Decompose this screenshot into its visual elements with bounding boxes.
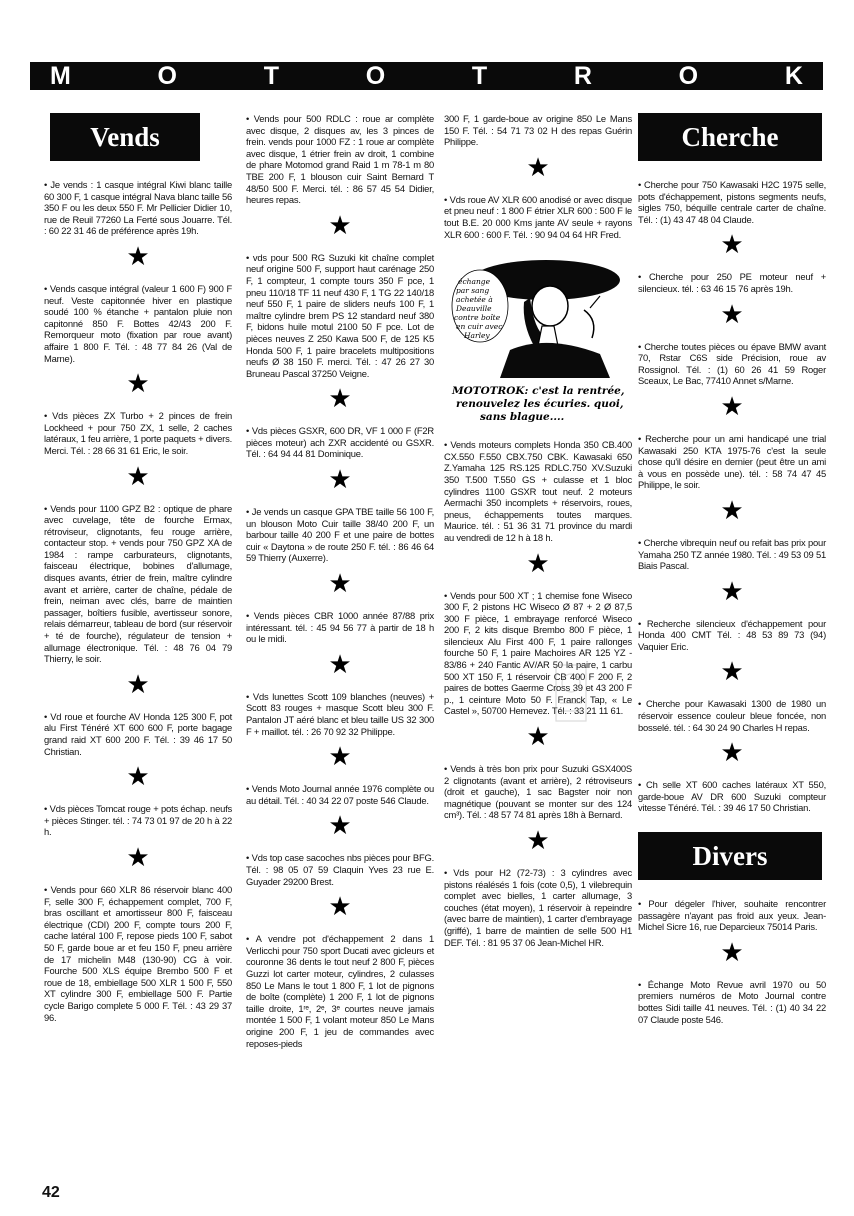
- star-separator: ★: [720, 495, 744, 526]
- classified-ad: • Vds pièces Tomcat rouge + pots échap. neufs + pièces Stinger. tél. : 74 73 01 97 de 20 h à 22 h.: [44, 803, 232, 838]
- classified-ad: • Cherche pour Kawasaki 1300 de 1980 un réservoir essence couleur bleue foncée, non bosselé. tél. : 64 30 24 90 Charles H repas.: [638, 698, 826, 733]
- section-title-vends: Vends: [50, 113, 200, 161]
- classified-ad: • Vends casque intégral (valeur 1 600 F) 900 F neuf. Veste capitonnée hiver en plastique soudé 100 % étanche + pantalon pluie non capitonné 850 F. Bottes 42/43 200 F. Remorqueur moto (fixation par roue avant) affaire 1 800 F. Tél. : 48 77 84 26 (Val de Marne).: [44, 282, 232, 364]
- classified-ad: • Vds top case sacoches nbs pièces pour BFG. Tél. : 98 05 07 59 Claquin Yves 23 rue E. Guyader 29200 Brest.: [246, 852, 434, 887]
- classified-ad: • Vends pour 500 RDLC : roue ar complète avec disque, 2 disques av, les 3 pinces de frein. vends pour 1000 FZ : 1 roue ar complète avec disque, 1 étrier frein av droit, 1 combine de phare Motomod grand Raid 1 m 78-1 m 80 TBE 200 F, 1 blouson cuir Saint Bernard T 48/50 500 F. Merci. tél. : 86 57 45 54 Didier, heures repas.: [246, 113, 434, 206]
- cartoon-bubble-line: Harley: [464, 331, 490, 341]
- star-separator: ★: [720, 230, 744, 261]
- star-separator: ★: [328, 465, 352, 496]
- star-separator: ★: [328, 811, 352, 842]
- classified-ad: • Vd roue et fourche AV Honda 125 300 F, pot alu First Ténéré XT 600 600 F, porte bagage grand raid XT 600 200 F. Tél. : 39 46 17 50 Christian.: [44, 710, 232, 757]
- classified-ad: • Vds pièces GSXR, 600 DR, VF 1 000 F (F2R pièces moteur) ach ZXR accidenté ou GSXR. Tél. : 64 94 44 81 Dominique.: [246, 425, 434, 460]
- classified-ad: • Je vends un casque GPA TBE taille 56 100 F, un blouson Moto Cuir taille 38/40 200 F, un barbour taille 40 200 F et une paire de bottes cuir « Daytona » de route 250 F. tél. : 86 46 64 59 Thierry (Auxerre).: [246, 506, 434, 564]
- section-title-cherche: Cherche: [638, 113, 822, 161]
- star-separator: ★: [526, 152, 550, 183]
- banner-letter: M: [50, 62, 71, 90]
- classified-ad: • Cherche pour 250 PE moteur neuf + silencieux. tél. : 63 46 15 76 après 19h.: [638, 271, 826, 294]
- mototrok-banner: [30, 62, 823, 90]
- cartoon-bubble-line: Deauville: [456, 304, 492, 314]
- classified-ad: • Recherche pour un ami handicapé une trial Kawasaki 250 KTA 1975-76 c'est la seule chose qu'il désire en dernier (peut être un ami à vous en possède une). tél. : 58 74 47 45 Philippe, le soir.: [638, 432, 826, 491]
- column-1: [44, 113, 232, 1023]
- cartoon-caption-line: sans blague....: [480, 411, 565, 423]
- banner-letter: T: [263, 62, 279, 90]
- classified-ad: • Échange Moto Revue avril 1970 ou 50 premiers numéros de Moto Journal contre bottes Sidi taille 41 neuves. Tél. : (1) 40 34 22 07 Claude poste 546.: [638, 978, 826, 1025]
- column-2: [246, 113, 434, 1049]
- classified-ad: • Vends pièces CBR 1000 année 87/88 prix intéressant. tél. : 45 94 56 77 à partir de 18 h ou le midi.: [246, 610, 434, 645]
- watermark-logo: [554, 663, 588, 723]
- star-separator: ★: [126, 669, 150, 700]
- classified-ad: • Cherche toutes pièces ou épave BMW avant 70, Rstar C6S side Précision, roue av Rossignol. Tél. : (1) 60 26 41 59 Roger Sceaux, Le Bac, 77410 Annet s/Marne.: [638, 340, 826, 387]
- classified-ad: • Vds roue AV XLR 600 anodisé or avec disque et pneu neuf : 1 800 F étrier XLR 600 : 500 F le tout B.E. 20 000 Kms jante AV seule + rayons XLR 600 : 600 F. Tél. : 90 94 04 64 HR Fred.: [444, 193, 632, 240]
- star-separator: ★: [126, 369, 150, 400]
- star-separator: ★: [720, 299, 744, 330]
- classified-ad: • Vends pour 1100 GPZ B2 : optique de phare avec cuvelage, tête de fourche Ermax, rétroviseur, clignotants, feu rouge arrière, contacteur stop. + vends pour 750 GPZ XA de 1984 : rampe carburateurs, clignotants, faisceau électrique, bobines d'allumage, disques avants, étrier de frein, maître cylindre avant et arrière, carter de chaîne, pédale de frein, neiman avec clés, barre de maintien passager, boîtiers fusible, avertisseur sonore, relais démarreur, tableau de bord (sur réservoir + té de fourche), régulateur de tension + allumage électronique. Tél. : 48 76 04 79 Thierry, le soir.: [44, 502, 232, 665]
- classified-ad: • Recherche silencieux d'échappement pour Honda 400 CMT Tél. : 48 53 89 73 (94) Vaquier Eric.: [638, 617, 826, 652]
- star-separator: ★: [328, 649, 352, 680]
- star-separator: ★: [720, 738, 744, 769]
- classified-ad: • Vds pièces ZX Turbo + 2 pinces de frein Lockheed + pour 750 ZX, 1 selle, 2 caches latéraux, 1 feu arrière, 1 porte paquets + divers. Merci. Tél. : 28 66 31 61 Eric, le soir.: [44, 410, 232, 456]
- cartoon-bubble-line: contre boîte: [454, 313, 501, 323]
- svg-text:MOTOTROK: c'est la rentrée,: [451, 385, 626, 422]
- star-separator: ★: [126, 461, 150, 492]
- banner-letter: R: [573, 62, 592, 90]
- cartoon-caption-line: renouvelez les écuries. quoi,: [456, 398, 624, 411]
- classified-ad: • Pour dégeler l'hiver, souhaite rencontrer passagère n'ayant pas froid aux yeux. Jean-Michel Sicre 16, rue Deparcieux 75014 Paris.: [638, 898, 826, 933]
- star-separator: ★: [720, 391, 744, 422]
- cartoon-bubble-line: en cuir avec: [456, 322, 503, 332]
- classified-ad: • Vends moteurs complets Honda 350 CB.400 CX.550 F.550 CBX.750 CBK. Kawasaki 650 Z.Yamaha 125 RS.125 RDLC.750 XV.Suzuki 350 T.500 T.550 GS + culasse et 1 bloc cylindres 1100 GSXR tout neuf. 2 moteurs Aermachi 350 incomplets + réservoirs, roues, pneus, échappements toutes marques. Maurice. tél. : 51 36 31 71 province du mardi au vendredi de 12 h à 18 h.: [444, 439, 632, 543]
- cartoon-caption-line: MOTOTROK: c'est la rentrée,: [452, 385, 625, 398]
- star-separator: ★: [526, 548, 550, 579]
- column-4: [638, 113, 826, 1025]
- cartoon-illustration: [450, 250, 626, 422]
- classified-ad: • Vends Moto Journal année 1976 complète ou au détail. Tél. : 40 34 22 07 poste 546 Claude.: [246, 783, 434, 806]
- column-3: [444, 113, 632, 948]
- section-title-divers: Divers: [638, 832, 822, 880]
- classified-ad: • vds pour 500 RG Suzuki kit chaîne complet neuf origine 500 F, support haut carénage 250 F, 1 compteur, 1 compte tours 350 F pce, 1 pneu 110/18 TF 11 neuf 430 F, 1 TG 22 140/18 neuf 550 F, 1 paire de sliders neufs 100 F, 1 maître cylindre brem PS 12 standard neuf 380 F, bidons huile motul 2100 50 F pce. Lot de pièces neuves Z 250 Kawa 500 F, de 125 K5 Honda 500 F, 1 paire bracelets multipositions neufs Ø 38 150 F. merci. Tél. : 47 26 27 30 Bruneau Pascal 37250 Veigne.: [246, 251, 434, 379]
- classified-ad: • Vds pour H2 (72-73) : 3 cylindres avec pistons réalésés 1 fois (cote 0,5), 1 vilebrequin complet avec bielles, 1 carter allumage, 3 couches (état moyen), 1 réservoir à repeindre (avec barre de maintien), 1 carter d'embrayage (griffé), 1 barre de maintien de selle 500 H1 DEF. Tél. : 81 95 37 06 Jean-Michel HR.: [444, 867, 632, 948]
- cartoon-bubble-line: achetée à: [456, 295, 493, 305]
- star-separator: ★: [328, 384, 352, 415]
- banner-letter: T: [471, 62, 488, 90]
- star-separator: ★: [126, 762, 150, 793]
- classified-ad: • Vends pour 500 XT ; 1 chemise fone Wiseco 300 F, 2 pistons HC Wiseco Ø 87 + 2 Ø 87,5 300 F pièce, 1 embrayage renforcé Wiseco 200 F, 2 kits disque Brembo 800 F pièce, 1 silencieux Alu First 400 F, 1 paire rallonges fourche 50 F, 1 paire Machoires AR 125 YZ - 83/86 + 240 Fantic AV/AR 50 la paire, 1 carbu 500 XT 150 F, 1 réservoir CB 400 F 200 F, 2 paires de bottes Gaerme Cross 39 et 43 200 F p., 1 ceinture Moto 50 F. Franck Tap, « Le Castel », 50700 Hemevez. Tél. : 33 21 11 61.: [444, 589, 632, 717]
- page-number: 42: [42, 1184, 60, 1201]
- classified-ad: • Cherche pour 750 Kawasaki H2C 1975 selle, pots d'échappement, pistons segments neufs, sigles 750, béquille centrale carter de chaîne. Tél. : (1) 43 47 48 04 Claude.: [638, 179, 826, 225]
- star-separator: ★: [720, 657, 744, 688]
- classified-ad: • A vendre pot d'échappement 2 dans 1 Verlicchi pour 750 sport Ducati avec giclеurs et couronne 36 dents le tout neuf 2 800 F, pièces Guzzi lot carter moteur, cylindres, 2 culasses 850 Le Mans le tout 1 800 F, 1 lot de pignons de boîte (complète) 1 200 F, 1 lot de pignons taille droite, 1ʳᵉ, 2ᵉ, 3ᵉ courtes neuve jamais montée 1 500 F, 1 volant moteur 850 Le Mans origine 200 F, 1 jeu de commandes avec reposes-pieds: [246, 933, 434, 1049]
- star-separator: ★: [126, 241, 150, 272]
- star-separator: ★: [328, 569, 352, 600]
- star-separator: ★: [720, 937, 744, 968]
- banner-letter: O: [678, 62, 699, 90]
- star-separator: ★: [526, 722, 550, 753]
- classified-ad: • Vends à très bon prix pour Suzuki GSX400S 2 clignotants (avant et arrière), 2 rétroviseurs (droit et gauche), 1 sac Bagster noir non magnétique (pouvant se monter sur des 124 cm³). Tél. : 48 57 74 81 après 18h à Bernard.: [444, 763, 632, 821]
- cartoon-bubble-line: par sang: [456, 286, 490, 296]
- star-separator: ★: [126, 842, 150, 873]
- banner-letter: K: [784, 62, 803, 90]
- classified-ad: 300 F, 1 garde-boue av origine 850 Le Mans 150 F. Tél. : 54 71 73 02 H des repas Guérin Philippe.: [444, 113, 632, 148]
- star-separator: ★: [328, 210, 352, 241]
- classified-ad: • Vds lunettes Scott 109 blanches (neuves) + Scott 83 rouges + masque Scott bleu 300 F. Pantalon JT aéré blanc et bleu taille US 32 300 F + maillot. tél. : 26 70 92 32 Philippe.: [246, 690, 434, 737]
- classified-ad: • Cherche vibrequin neuf ou refait bas prix pour Yamaha 250 TZ année 1980. Tél. : 49 53 09 51 Biais Pascal.: [638, 536, 826, 572]
- star-separator: ★: [328, 742, 352, 773]
- classified-ad: • Ch selle XT 600 caches latéraux XT 550, garde-boue AV DR 600 Suzuki compteur vitesse Ténéré. Tél. : 39 46 17 50 Christian.: [638, 779, 826, 814]
- star-separator: ★: [328, 892, 352, 923]
- banner-letter: O: [365, 62, 386, 90]
- star-separator: ★: [720, 576, 744, 607]
- cartoon-bubble-line: échange: [458, 277, 491, 287]
- star-separator: ★: [526, 826, 550, 856]
- classified-ad: • Je vends : 1 casque intégral Kiwi blanc taille 60 300 F, 1 casque intégral Nava blanc taille 56 350 F ou les deux 550 F. Mr Pellicier Didier 10, rue de Reuil 77260 La Ferté sous Jouarre. Tél. : 60 22 31 46 de préférence après 19h.: [44, 179, 232, 237]
- banner-letter: O: [157, 62, 177, 90]
- classified-ad: • Vends pour 660 XLR 86 réservoir blanc 400 F, selle 300 F, échappement complet, 700 F, bras oscillant et amortisseur 800 F, faisceau électrique (CDI) 200 F, compte tours 200 F, cache latéral 100 F, repose pieds 100 F, sabot 50 F, garde boue ar et feu 150 F, pneu arrière de 17 michelin M48 (130-90) CG à voir. Fourche 500 XLS équipe Brembo 500 F et roue de 18, embiellage 500 XLR 1 500 F, 550 XT cylindre 300 F, embiellage 500 F. Partie cycle Barigo complete 5 000 F. Tél. : 43 29 37 96.: [44, 883, 232, 1023]
